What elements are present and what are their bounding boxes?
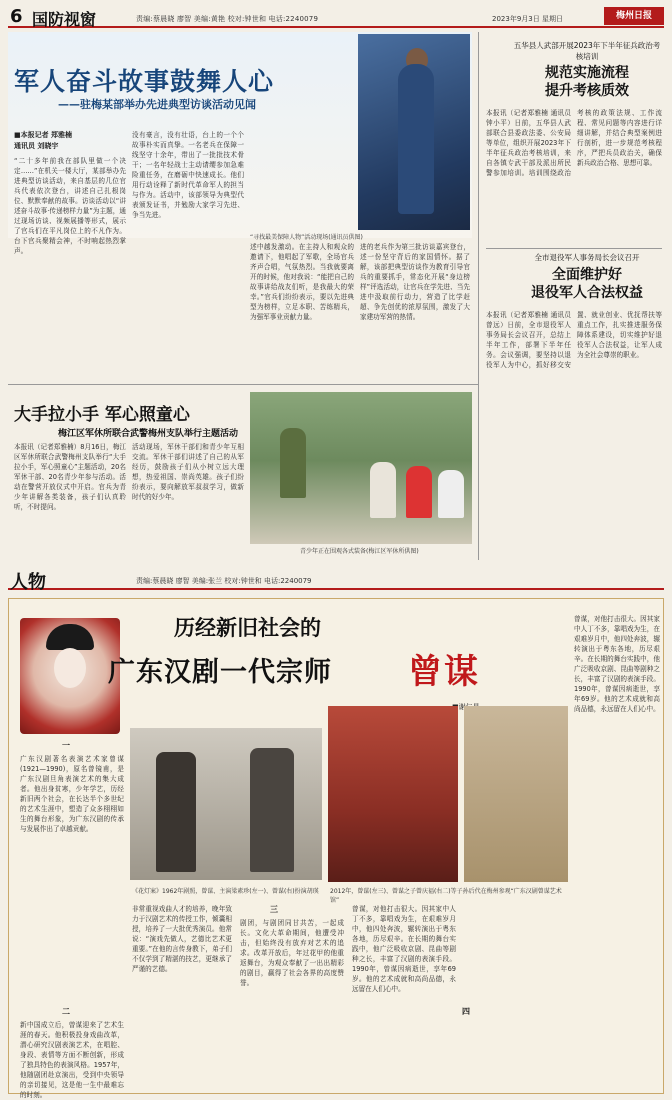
article1-byline: ■本报记者 郑雅楠 通讯员 刘晓宇 (14, 131, 73, 150)
feature-headline-main: 广东汉剧一代宗师 (108, 657, 332, 688)
right1-kicker: 五华县人武部开展2023年下半年征兵政治考核培训 (513, 41, 661, 61)
article2-subhead: 梅江区军休所联合武警梅州支队举行主题活动 (58, 429, 239, 439)
article1-column-2: 没有豪言，没有壮语，台上的一个个故事朴实而真挚。一名老兵在保障一线坚守十余年，带出了一批批技术骨干；一名年轻战士主动请缨参加急难险重任务，在磨砺中快速成长。他们用行动诠释了新时代革命军人的担当与作为。活动中，该部领导为典型代表颁发证书，并勉励大家学习先进、争当先进。 (132, 131, 244, 219)
article1-photo-caption: “寻找最美保障人物”活动现场(通讯员供图) (250, 234, 363, 241)
right1-body: 本报讯（记者郑雅楠 通讯员钟小平）日前，五华县人武部联合县委政法委、公安局等单位，组织开展2023年下半年征兵政治考核培训，来自各镇专武干部及派出所民警参加培训。培训围绕政治考核的政策法规、工作流程、常见问题等内容进行详细讲解，并结合典型案例进行剖析，进一步规范考核程序，严把兵员政治关，确保新兵政治合格、思想可靠。 (486, 109, 662, 177)
section2-name: 人物 (10, 572, 46, 593)
feature-column-1b: 新中国成立后，曾谋迎来了艺术生涯的春天。他积极投身戏曲改革，潜心研究汉剧表演艺术，在唱腔、身段、表情等方面不断创新，形成了独具特色的表演风格。1957年，他随剧团赴京演出，受到中央领导的亲切接见，这是他一生中最难忘的时刻。 (20, 1021, 124, 1099)
feature-column-2: 非常重视戏曲人才的培养，晚年致力于汉剧艺术的传授工作，倾囊相授，培养了一大批优秀演员。他常说：“演戏先做人，艺德比艺术更重要。”在他的言传身教下，弟子们不仅学到了精湛的技艺，更继承了严谨的艺德。 (132, 905, 232, 973)
section-marker-2: 二 (62, 1007, 70, 1016)
face-shape (54, 648, 86, 688)
child-shape (370, 462, 396, 518)
actor-shape (156, 752, 196, 872)
feature-photo-exhibit (464, 706, 568, 882)
column-divider (478, 32, 479, 560)
issue-date: 2023年9月3日 星期日 (492, 15, 563, 23)
article1-photo (358, 34, 470, 230)
page-header (8, 6, 664, 28)
section2-editor-line: 责编:蔡晨晓 廖智 美编:张兰 校对:钟世和 电话:2240079 (136, 577, 312, 585)
page-number: 6 (10, 6, 23, 27)
actor-shape (250, 748, 294, 872)
editor-line: 责编:蔡晨晓 廖智 美编:黄艳 校对:钟世和 电话:2240079 (136, 15, 319, 23)
soldier-shape (280, 428, 306, 498)
article1-column-4: 进的老兵作为第三批访谈嘉宾登台，述一份坚守背后的家国情怀。据了解，该部把典型访谈作为教育引导官兵的重要抓手，常态化开展“身边榜样”评选活动，让官兵在学先进、当先进中汲取前行动力，营造了比学赶超、争先创优的浓厚氛围，激发了大家建功军营的热情。 (360, 243, 470, 321)
feature-photo-family (328, 706, 458, 882)
article1-column-3: 述中越发激动。在主持人和观众的邀请下，他唱起了军歌，全场官兵齐声合唱，气氛热烈。当我就要离开的时候，他对我说：“能把自己的故事讲给战友们听，是我最大的荣幸。”官兵们纷纷表示，要以先进典型为榜样，立足本职、苦练精兵，为强军事业贡献力量。 (250, 243, 354, 321)
article1-subhead: ——驻梅某部举办先进典型访谈活动见闻 (58, 98, 256, 111)
feature-photo-stage (130, 728, 322, 880)
article1-column-1: “二十多年前我在部队里做一个决定……”在机关一楼大厅，某部举办先进典型访谈活动，来自基层的几位官兵代表依次登台，讲述自己扎根岗位、默默奉献的故事。访谈活动以“讲述奋斗故事·传递榜样力量”为主题，通过现场访谈、视频展播等形式，展示了官兵们在平凡岗位上的不凡作为。台下官兵聚精会神，不时响起热烈掌声。 (14, 157, 126, 255)
feature-caption-right: 2012年，曾谋(左三)、曾谋之子曾庆福(右二)等子孙后代在梅州参观“广东汉剧曾谋艺术馆” (330, 888, 562, 904)
divider-line (8, 384, 478, 385)
section2-header (8, 568, 664, 593)
article2-photo-caption: 青少年正在围观各式装备(梅江区军休所供图) (300, 548, 419, 555)
section-marker-3: 三 (270, 905, 278, 914)
feature-column-1: 广东汉剧著名表演艺术家曾谋(1921—1990)，原名曾镜甫，是广东汉剧旦角表演艺术的集大成者。他出身贫寒，少年学艺，历经新旧两个社会，在长达半个多世纪的艺术生涯中，塑造了众多栩栩如生的舞台形象，为广东汉剧的传承与发展作出了卓越贡献。 (20, 755, 124, 833)
performer-figure-shape (398, 64, 434, 214)
newspaper-logo: 梅州日报 (604, 7, 664, 25)
child-shape (438, 470, 464, 518)
feature-column-4: 曾谋，对他打击很大。因其家中人丁不多，靠唱戏为生，在艰难岁月中，他四处奔波，辗转演出于粤东各地，历尽艰辛。在长期的舞台实践中，他广泛吸收京剧、昆曲等剧种之长，丰富了汉剧的表演手段。1990年，曾谋因病逝世，享年69岁。他的艺术成就和高尚品德，永远留在人们心中。 (352, 905, 456, 993)
section-marker-1: 一 (62, 741, 70, 750)
article2-column-2: 活动现场，军休干部们和青少年互相交流。军休干部们讲述了自己的从军经历，鼓励孩子们从小树立远大理想，热爱祖国、崇尚英雄。孩子们纷纷表示，要向解放军叔叔学习，做新时代的好少年。 (132, 443, 244, 501)
feature-column-3: 剧团，与剧团同甘共苦，一起成长。文化大革命期间，他遭受冲击，但始终没有放弃对艺术的追求。改革开放后，年过花甲的他重返舞台，为观众奉献了一出出精彩的剧目，赢得了社会各界的高度赞誉。 (240, 919, 344, 987)
feature-caption-left: 《花灯案》1962年剧照，曾谋、主演梁素珍(左一)、曾谋(右)扮演胡瑛 (132, 888, 319, 895)
section-title: 国防视窗 (32, 10, 97, 29)
article1-headline: 军人奋斗故事鼓舞人心 (14, 67, 275, 96)
right2-headline: 全面维护好 退役军人合法权益 (531, 267, 643, 301)
right1-headline: 规范实施流程 提升考核质效 (545, 65, 629, 99)
right2-body: 本报讯（记者郑雅楠 通讯员曾远）日前，全市退役军人事务局长会议召开，总结上半年工作，部署下半年任务。会议强调，要坚持以退役军人为中心，抓好移交安置、就业创业、优抚帮扶等重点工作，扎实推进服务保障体系建设，切实维护好退役军人合法权益，让军人成为全社会尊崇的职业。 (486, 311, 662, 369)
section-marker-4: 四 (462, 1007, 470, 1016)
feature-headline-top: 历经新旧社会的 (174, 616, 321, 640)
right-divider-1 (486, 248, 662, 249)
article2-headline: 大手拉小手 军心照童心 (14, 405, 190, 425)
article2-column-1: 本报讯（记者郑雅楠）8月16日，梅江区军休所联合武警梅州支队举行“大手拉小手，军心照童心”主题活动，20名军休干部、20名青少年参与活动。活动在警营开放仪式中开启。官兵为青少年讲解各类装备，孩子们认真聆听，不时提问。 (14, 443, 126, 511)
feature-headline-name: 曾谋 (408, 652, 480, 692)
child-shape (406, 466, 432, 518)
feature-column-5: 曾谋，对他打击很大。因其家中人丁不多，靠唱戏为生，在艰难岁月中，他四处奔波，辗转演出于粤东各地，历尽艰辛。在长期的舞台实践中，他广泛吸收京剧、昆曲等剧种之长，丰富了汉剧的表演手段。1990年，曾谋因病逝世，享年69岁。他的艺术成就和高尚品德，永远留在人们心中。 (574, 615, 660, 713)
right2-kicker: 全市退役军人事务局长会议召开 (534, 253, 640, 262)
article2-photo (250, 392, 472, 544)
headdress-shape (46, 624, 94, 650)
opera-portrait (20, 618, 120, 734)
